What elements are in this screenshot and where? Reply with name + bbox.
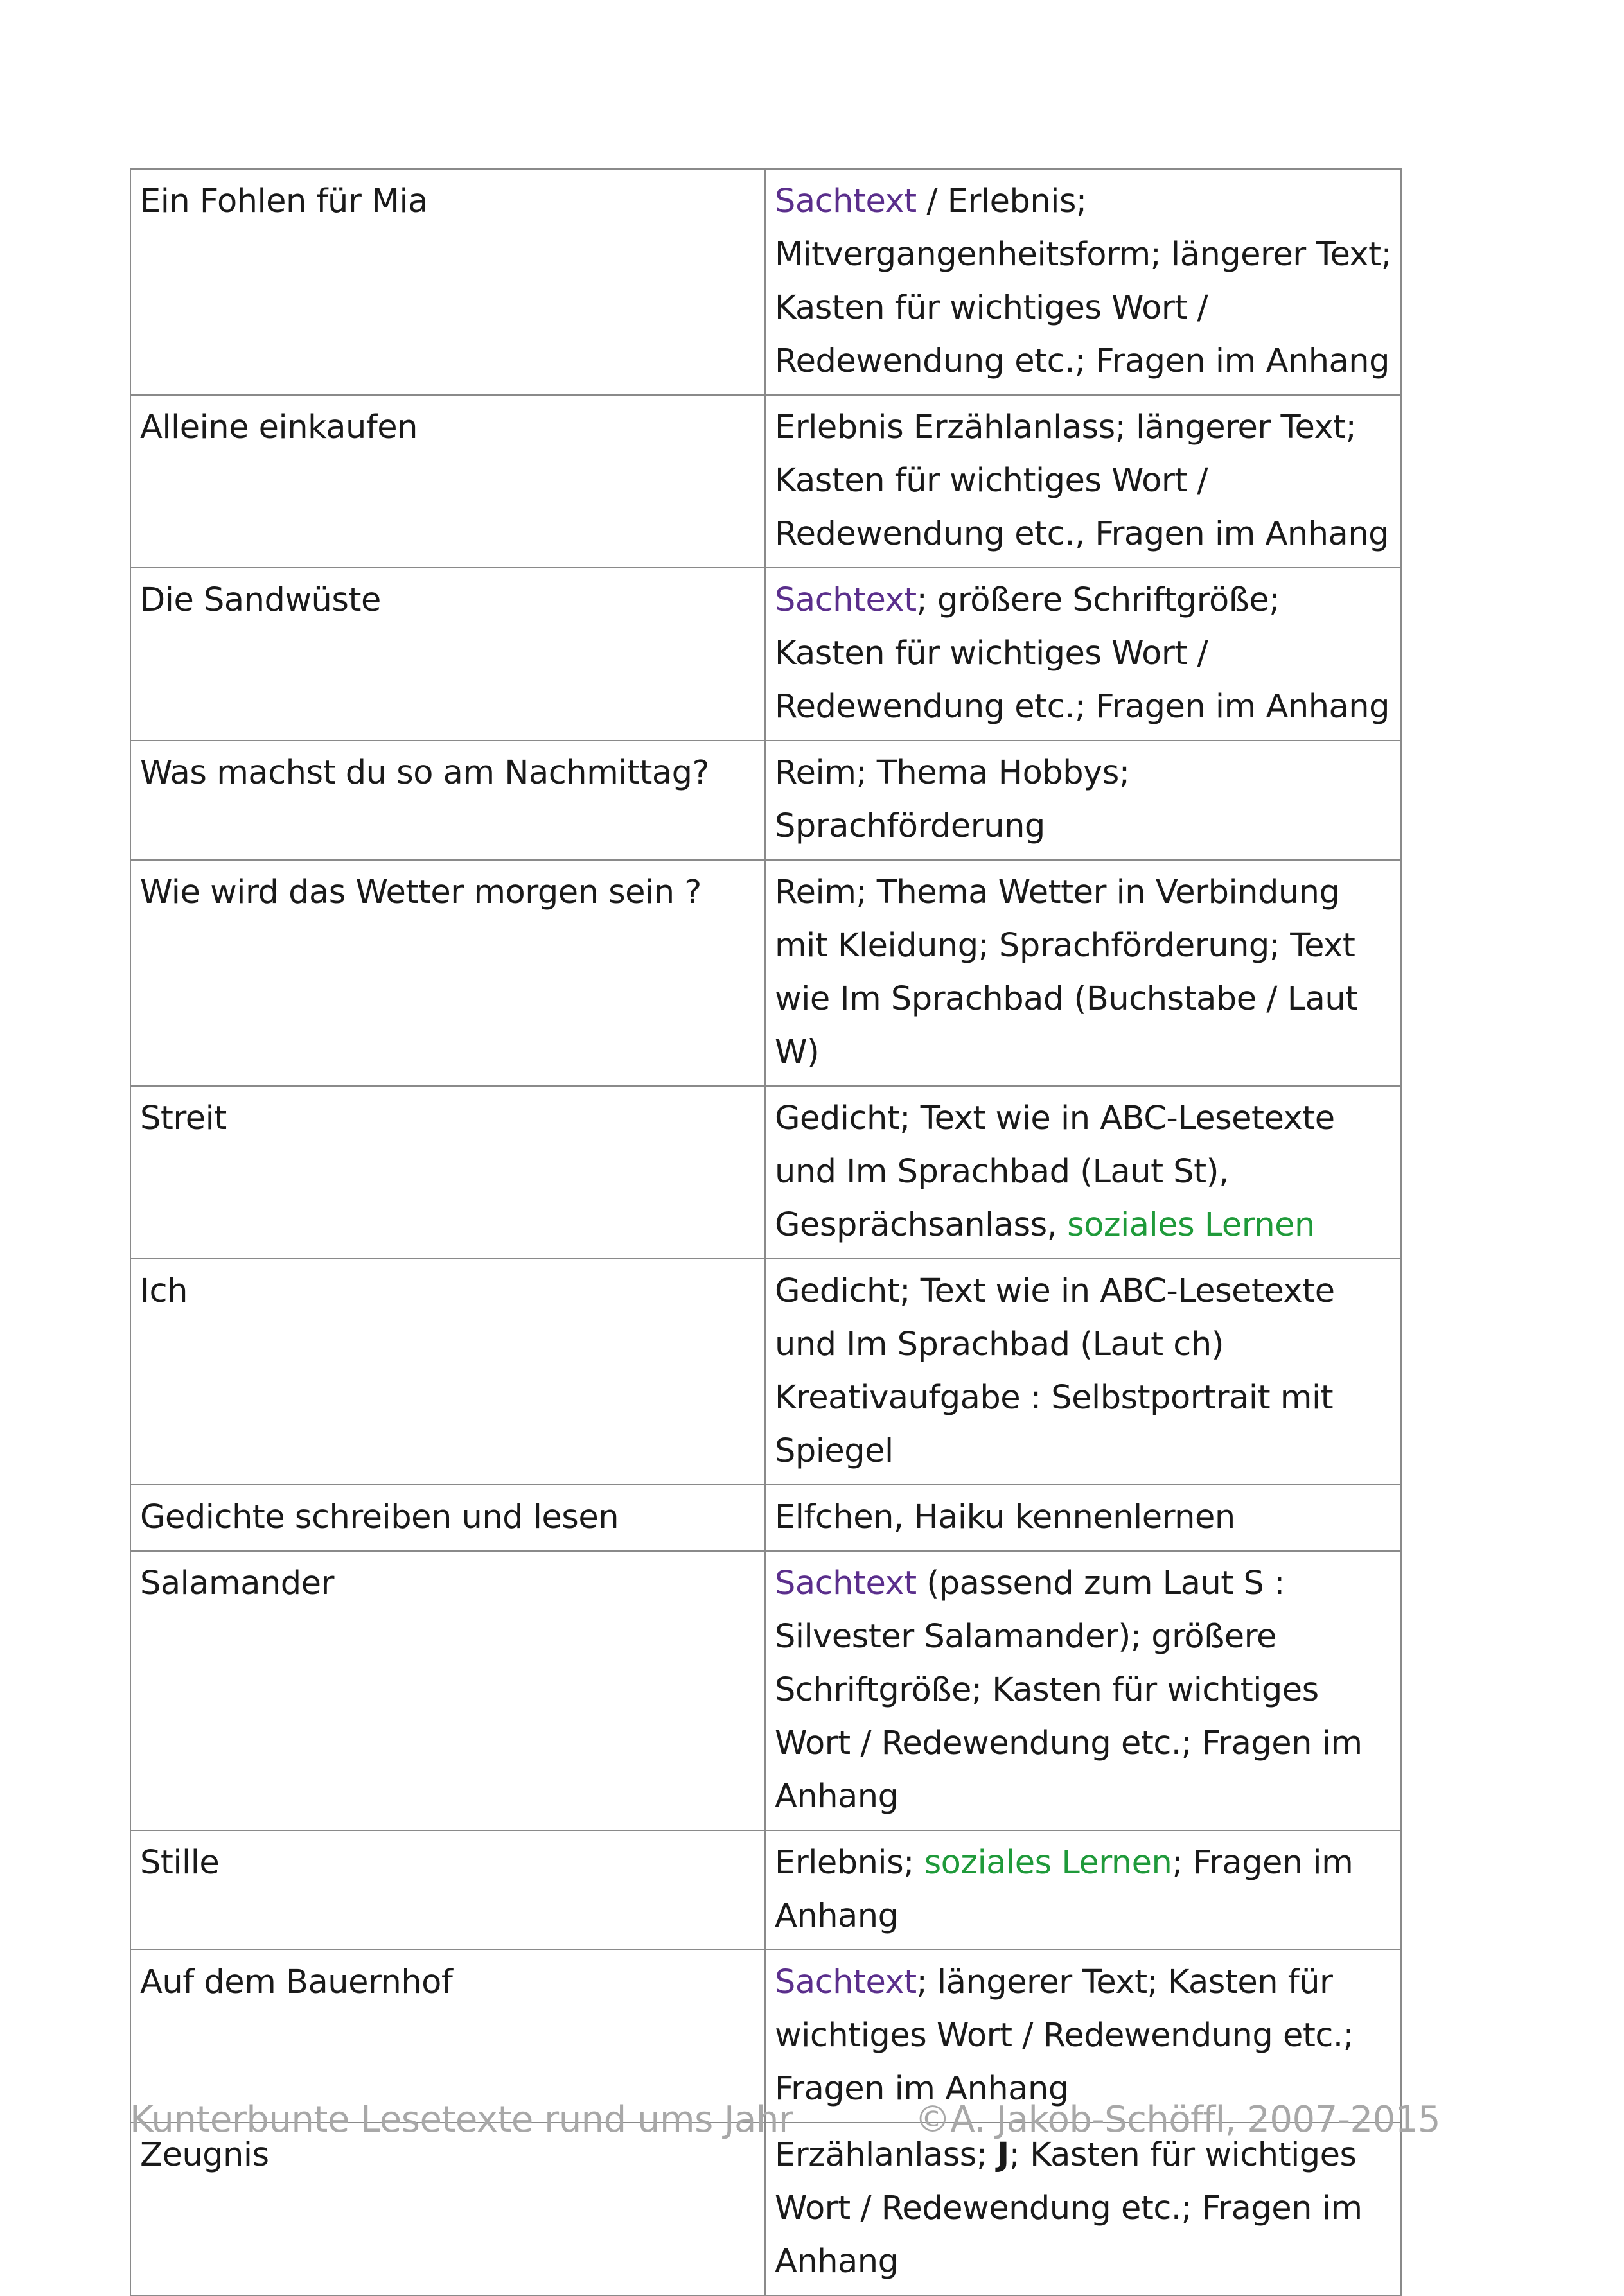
- tag-sachtext: Sachtext: [775, 581, 917, 619]
- table-row: [130, 1485, 1401, 1551]
- tag-sachtext: Sachtext: [775, 1564, 917, 1602]
- overview-table: [130, 168, 1402, 2296]
- text-description-cell: [765, 1551, 1401, 1830]
- description-text: Erlebnis;: [775, 1844, 924, 1882]
- text-description-cell: [765, 568, 1401, 741]
- tag-sachtext: Sachtext: [775, 182, 917, 220]
- text-title-cell: Auf dem Bauernhof: [130, 1950, 765, 2123]
- tag-soziales-lernen: soziales Lernen: [1067, 1206, 1315, 1244]
- text-title-cell: Stille: [130, 1830, 765, 1950]
- description-text: Reim; Thema Wetter in Verbindung mit Kleidung; Sprachförderung; Text wie Im Sprachbad (Buchstabe / Laut W): [775, 873, 1358, 1071]
- description-text: ; Fragen im Anhang: [775, 1844, 1354, 1935]
- text-description-cell: [765, 1485, 1401, 1551]
- description-text: ; längerer Text; Kasten für wichtiges Wort / Redewendung etc.; Fragen im Anhang: [775, 1963, 1354, 2108]
- text-title-cell: Wie wird das Wetter morgen sein ?: [130, 860, 765, 1086]
- table-row: [130, 395, 1401, 568]
- description-text: Erzählanlass;: [775, 2136, 998, 2174]
- description-text: ; Kasten für wichtiges Wort / Redewendung etc.; Fragen im Anhang: [775, 2136, 1363, 2281]
- table-row: [130, 1086, 1401, 1259]
- text-title-cell: Salamander: [130, 1551, 765, 1830]
- table-row: [130, 741, 1401, 860]
- text-title-cell: Zeugnis: [130, 2123, 765, 2295]
- text-description-cell: [765, 395, 1401, 568]
- description-text: (passend zum Laut S : Silvester Salamander); größere Schriftgröße; Kasten für wichtiges Wort / Redewendung etc.; Fragen im Anhang: [775, 1564, 1363, 1816]
- text-description-cell: [765, 169, 1401, 395]
- description-text: Gedicht; Text wie in ABC-Lesetexte und Im Sprachbad (Laut ch) Kreativaufgabe : Selbstportrait mit Spiegel: [775, 1272, 1335, 1470]
- table-row: [130, 2123, 1401, 2295]
- text-title-cell: Ein Fohlen für Mia: [130, 169, 765, 395]
- text-title-cell: Was machst du so am Nachmittag?: [130, 741, 765, 860]
- text-title-cell: Alleine einkaufen: [130, 395, 765, 568]
- text-description-cell: [765, 1950, 1401, 2123]
- description-text: Erlebnis Erzählanlass; längerer Text; Kasten für wichtiges Wort / Redewendung etc., Fragen im Anhang: [775, 408, 1390, 553]
- footer-series-title: Kunterbunte Lesetexte rund ums Jahr: [130, 2099, 793, 2141]
- table-row: [130, 1259, 1401, 1485]
- text-description-cell: [765, 1830, 1401, 1950]
- table-row: [130, 860, 1401, 1086]
- description-bold-text: J: [997, 2136, 1009, 2174]
- description-text: / Erlebnis; Mitvergangenheitsform; längerer Text; Kasten für wichtiges Wort / Redewendung etc.; Fragen im Anhang: [775, 182, 1392, 380]
- text-description-cell: [765, 1259, 1401, 1485]
- text-description-cell: [765, 2123, 1401, 2295]
- text-title-cell: Die Sandwüste: [130, 568, 765, 741]
- table-row: [130, 568, 1401, 741]
- footer-copyright: ©A. Jakob-Schöffl, 2007-2015: [914, 2099, 1440, 2141]
- text-description-cell: [765, 1086, 1401, 1259]
- description-text: Elfchen, Haiku kennenlernen: [775, 1498, 1235, 1536]
- text-title-cell: Streit: [130, 1086, 765, 1259]
- overview-table-body: [130, 169, 1401, 2295]
- description-text: Reim; Thema Hobbys; Sprachförderung: [775, 754, 1130, 845]
- text-description-cell: [765, 741, 1401, 860]
- tag-soziales-lernen: soziales Lernen: [924, 1844, 1172, 1882]
- text-title-cell: Ich: [130, 1259, 765, 1485]
- table-row: [130, 1830, 1401, 1950]
- text-title-cell: Gedichte schreiben und lesen: [130, 1485, 765, 1551]
- table-row: [130, 169, 1401, 395]
- description-text: Gedicht; Text wie in ABC-Lesetexte und Im Sprachbad (Laut St), Gesprächsanlass,: [775, 1100, 1335, 1244]
- tag-sachtext: Sachtext: [775, 1963, 917, 2001]
- text-description-cell: [765, 860, 1401, 1086]
- description-text: ; größere Schriftgröße; Kasten für wichtiges Wort / Redewendung etc.; Fragen im Anhang: [775, 581, 1390, 726]
- table-row: [130, 1950, 1401, 2123]
- table-row: [130, 1551, 1401, 1830]
